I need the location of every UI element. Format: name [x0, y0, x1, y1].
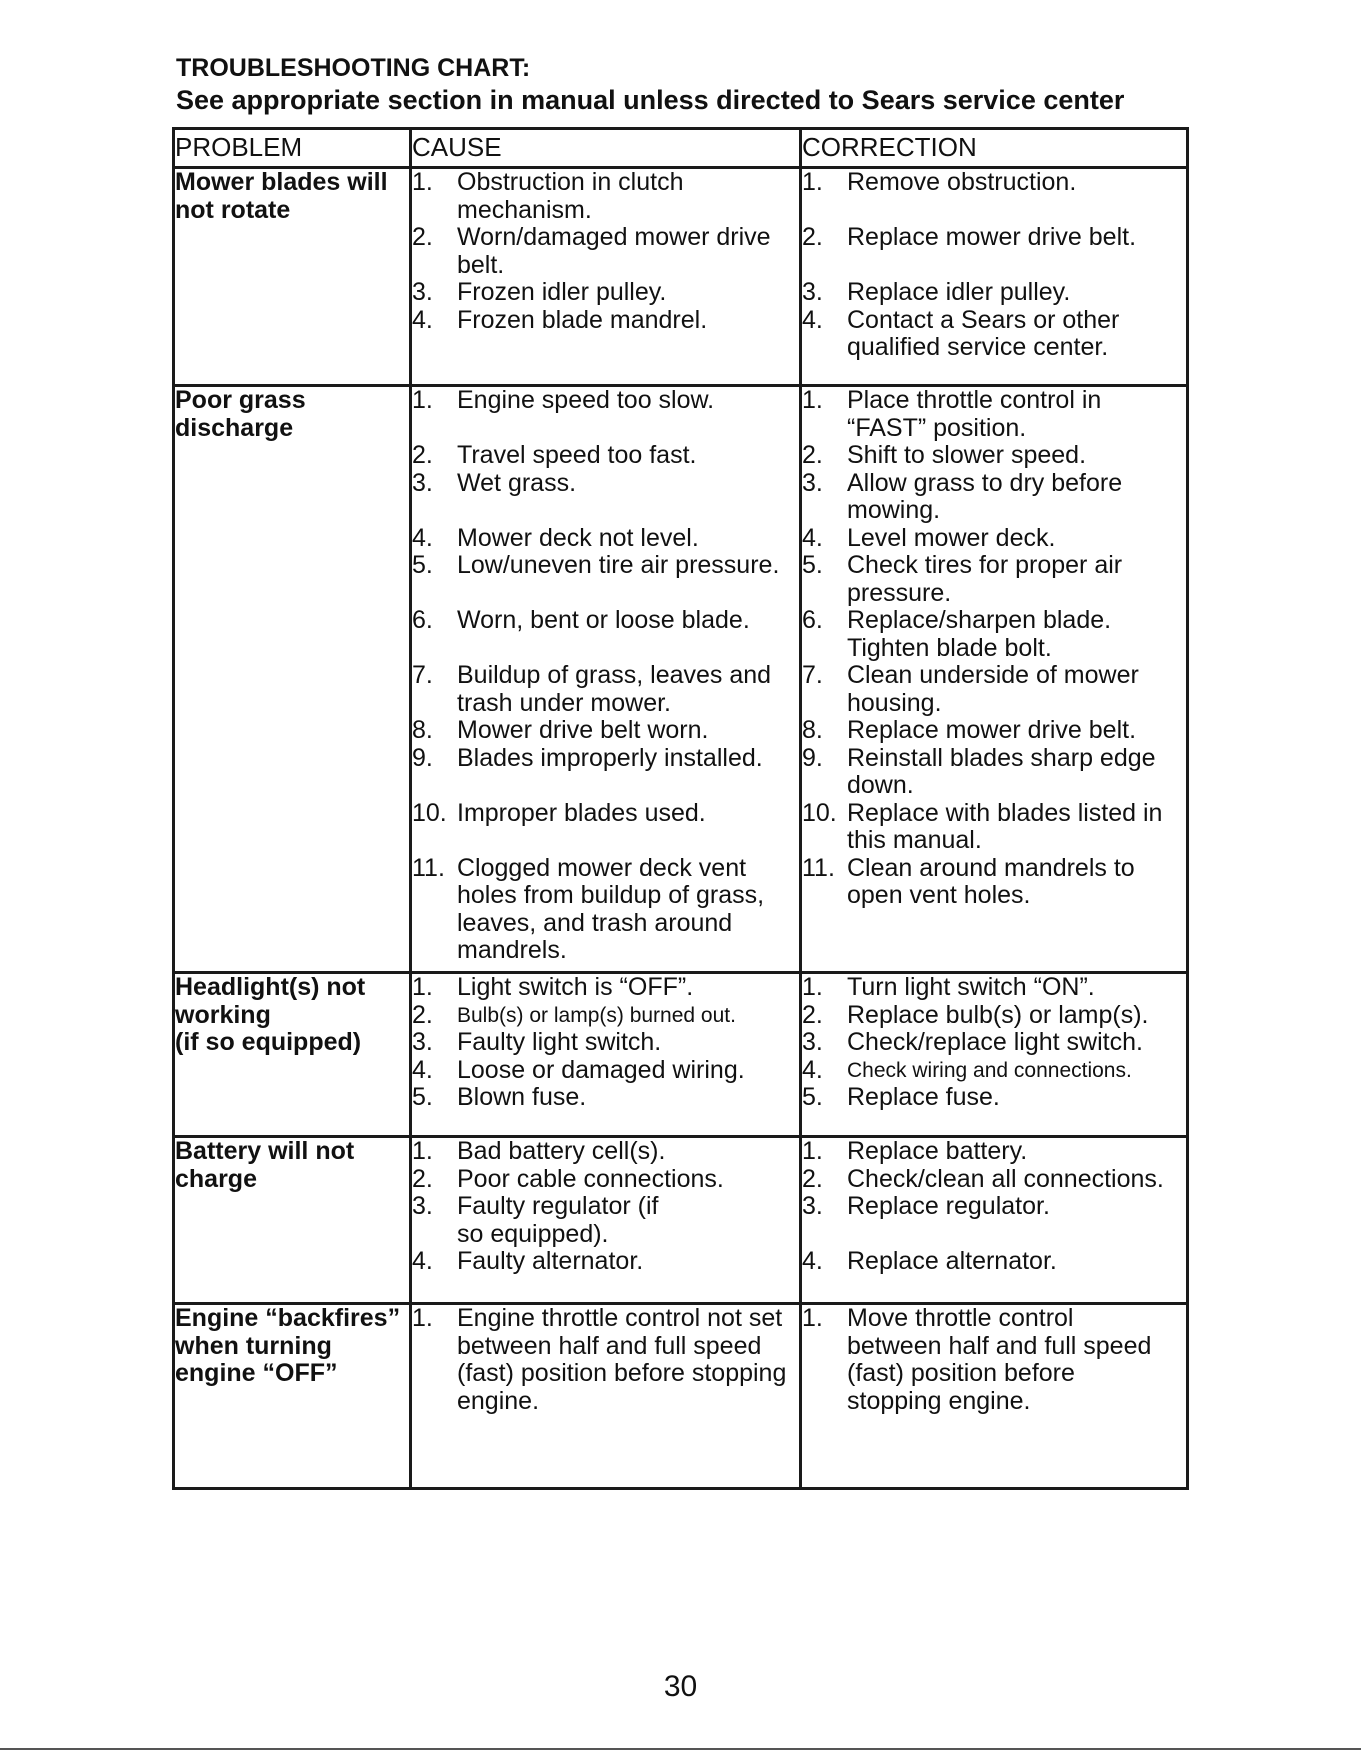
list-item [802, 1029, 1186, 1057]
item-text: Engine throttle control not set between half and full speed (fast) position before stopping engine. [457, 1304, 787, 1415]
table-row [174, 1304, 1188, 1489]
table-header-row [174, 129, 1188, 168]
item-text: Improper blades used. [457, 798, 706, 827]
item-number: 7. [412, 661, 433, 689]
item-number: 3. [802, 468, 823, 497]
item-text: Check tires for proper air pressure. [847, 551, 1123, 607]
chart-subtitle: See appropriate section in manual unless directed to Sears service center [176, 85, 1125, 115]
list-item [412, 1305, 799, 1415]
item-number: 4. [412, 1247, 433, 1275]
item-number: 3. [802, 1028, 823, 1056]
problem-cell [174, 386, 411, 973]
problem-text: (if so equipped) [175, 1028, 362, 1056]
item-number: 3. [412, 278, 433, 306]
table-row [174, 973, 1188, 1137]
list-item [412, 717, 799, 745]
problem-cell [174, 1137, 411, 1304]
problem-text: discharge [175, 413, 294, 442]
correction-column-header: CORRECTION [801, 129, 1188, 168]
item-text: Turn light switch “ON”. [847, 973, 1095, 1001]
list-item [412, 442, 799, 470]
item-number: 4. [802, 1055, 823, 1084]
item-text: Replace/sharpen blade. Tighten blade bolt. [847, 606, 1112, 662]
list-item [412, 1029, 799, 1057]
list-item [802, 279, 1186, 307]
list-item [802, 224, 1186, 252]
list-item [412, 855, 799, 965]
list-item [412, 662, 799, 717]
item-text: Move throttle control between half and full speed (fast) position before stopping engine. [847, 1304, 1152, 1415]
item-text: Replace alternator. [847, 1247, 1057, 1275]
item-number: 4. [412, 305, 433, 334]
item-number: 3. [802, 278, 823, 306]
item-text: Mower drive belt worn. [457, 716, 709, 744]
item-text: Replace idler pulley. [847, 278, 1071, 306]
item-number: 4. [802, 523, 823, 552]
correction-cell [801, 973, 1188, 1137]
item-number: 2. [802, 1164, 823, 1193]
list-item [412, 1084, 799, 1112]
list-item [412, 1002, 799, 1030]
list-item [412, 607, 799, 635]
item-number: 10. [412, 798, 447, 827]
list-item [802, 745, 1186, 800]
problem-text: Engine “backfires” [175, 1304, 401, 1332]
cause-cell [411, 973, 801, 1137]
list-item [802, 1057, 1186, 1085]
list-item [412, 307, 799, 335]
problem-text: not rotate [175, 195, 291, 224]
item-number: 1. [802, 168, 823, 196]
list-item [412, 974, 799, 1002]
item-text: Place throttle control in “FAST” position. [847, 386, 1102, 442]
list-item [802, 1248, 1186, 1276]
item-text: Replace fuse. [847, 1083, 1000, 1111]
item-number: 8. [802, 716, 823, 744]
problem-column-header: PROBLEM [174, 129, 411, 168]
list-item [802, 1138, 1186, 1166]
item-number: 4. [802, 305, 823, 334]
item-text: Loose or damaged wiring. [457, 1055, 745, 1084]
item-number: 7. [802, 661, 823, 689]
item-text: Faulty alternator. [457, 1247, 644, 1275]
item-number: 5. [802, 551, 823, 579]
item-text: Bad battery cell(s). [457, 1137, 666, 1165]
item-text: Frozen blade mandrel. [457, 305, 708, 334]
item-text: Check/clean all connections. [847, 1164, 1164, 1193]
list-item [412, 224, 799, 279]
item-text: Low/uneven tire air pressure. [457, 551, 780, 579]
list-item [412, 1138, 799, 1166]
item-text: Reinstall blades sharp edge down. [847, 743, 1156, 799]
problem-cell [174, 973, 411, 1137]
troubleshooting-table [172, 127, 1189, 1490]
item-number: 1. [412, 973, 433, 1001]
item-number: 4. [412, 1055, 433, 1084]
item-text: Replace mower drive belt. [847, 223, 1137, 251]
item-text: Faulty light switch. [457, 1028, 662, 1056]
item-number: 2. [412, 1164, 433, 1193]
item-number: 10. [802, 798, 837, 827]
item-number: 2. [412, 1000, 433, 1029]
item-number: 9. [802, 743, 823, 772]
item-text: Travel speed too fast. [457, 441, 697, 469]
item-text: Engine speed too slow. [457, 386, 715, 414]
list-item [412, 1248, 799, 1276]
item-number: 2. [412, 223, 433, 251]
list-item [802, 607, 1186, 662]
item-text: Poor cable connections. [457, 1164, 724, 1193]
item-text: Allow grass to dry before mowing. [847, 468, 1123, 524]
item-number: 3. [412, 1192, 433, 1220]
list-item [802, 169, 1186, 197]
item-number: 1. [412, 1304, 433, 1332]
list-item [412, 387, 799, 415]
list-item [412, 470, 799, 498]
list-item [802, 442, 1186, 470]
problem-cell [174, 168, 411, 386]
item-number: 1. [412, 1137, 433, 1165]
item-number: 3. [802, 1192, 823, 1220]
problem-text: engine “OFF” [175, 1359, 338, 1387]
table-row [174, 386, 1188, 973]
list-item [802, 1305, 1186, 1415]
problem-text: Poor grass [175, 386, 306, 414]
item-text: Level mower deck. [847, 523, 1056, 552]
item-number: 8. [412, 716, 433, 744]
item-number: 2. [802, 441, 823, 469]
item-number: 6. [412, 606, 433, 634]
list-item [412, 1166, 799, 1194]
item-number: 5. [802, 1083, 823, 1111]
list-item [802, 974, 1186, 1002]
list-item [802, 1166, 1186, 1194]
item-text: Worn, bent or loose blade. [457, 606, 750, 634]
item-number: 5. [412, 551, 433, 579]
item-number: 4. [412, 523, 433, 552]
problem-text: working [175, 1000, 271, 1029]
item-number: 11. [802, 853, 835, 882]
problem-text: charge [175, 1164, 257, 1193]
list-item [412, 1193, 799, 1248]
item-number: 11. [412, 853, 445, 882]
list-item [802, 525, 1186, 553]
item-text: Shift to slower speed. [847, 441, 1087, 469]
item-text: Clean underside of mower housing. [847, 661, 1139, 717]
item-number: 2. [802, 1000, 823, 1029]
list-item [412, 552, 799, 580]
correction-cell [801, 168, 1188, 386]
item-text: Replace with blades listed in this manual. [847, 798, 1163, 854]
table-row [174, 1137, 1188, 1304]
list-item [802, 307, 1186, 362]
list-item [412, 800, 799, 828]
problem-text: Headlight(s) not [175, 973, 366, 1001]
item-text: Worn/damaged mower drive belt. [457, 223, 771, 279]
list-item [802, 1084, 1186, 1112]
list-item [802, 662, 1186, 717]
item-text: Check wiring and connections. [847, 1058, 1132, 1082]
item-number: 4. [802, 1247, 823, 1275]
cause-column-header: CAUSE [411, 129, 801, 168]
problem-text: when turning [175, 1331, 332, 1360]
item-number: 1. [412, 386, 433, 414]
cause-cell [411, 1304, 801, 1489]
list-item [802, 717, 1186, 745]
item-number: 1. [802, 1137, 823, 1165]
cause-cell [411, 386, 801, 973]
table-row [174, 168, 1188, 386]
item-number: 2. [802, 223, 823, 251]
list-item [412, 745, 799, 773]
list-item [802, 1193, 1186, 1221]
cause-cell [411, 168, 801, 386]
item-number: 9. [412, 743, 433, 772]
item-text: Bulb(s) or lamp(s) burned out. [457, 1003, 736, 1027]
item-number: 3. [412, 468, 433, 497]
item-text: Replace mower drive belt. [847, 716, 1137, 744]
item-text: Contact a Sears or other qualified service center. [847, 305, 1120, 361]
item-text: Clogged mower deck vent holes from buildup of grass, leaves, and trash around mandrels. [457, 853, 765, 964]
chart-title: TROUBLESHOOTING CHART: [176, 54, 531, 82]
correction-cell [801, 1304, 1188, 1489]
item-text: Mower deck not level. [457, 523, 699, 552]
item-number: 1. [802, 973, 823, 1001]
item-number: 2. [412, 441, 433, 469]
item-text: Replace battery. [847, 1137, 1028, 1165]
problem-text: Mower blades will [175, 168, 388, 196]
item-number: 3. [412, 1028, 433, 1056]
problem-cell [174, 1304, 411, 1489]
problem-text: Battery will not [175, 1137, 355, 1165]
item-text: Wet grass. [457, 468, 577, 497]
correction-cell [801, 386, 1188, 973]
list-item [802, 800, 1186, 855]
item-text: Clean around mandrels to open vent holes. [847, 853, 1135, 909]
item-text: Replace bulb(s) or lamp(s). [847, 1000, 1149, 1029]
item-text: Frozen idler pulley. [457, 278, 667, 306]
item-number: 5. [412, 1083, 433, 1111]
item-text: Faulty regulator (if so equipped). [457, 1192, 659, 1248]
list-item [802, 552, 1186, 607]
list-item [802, 855, 1186, 910]
item-text: Blown fuse. [457, 1083, 587, 1111]
list-item [802, 1002, 1186, 1030]
list-item [802, 387, 1186, 442]
correction-cell [801, 1137, 1188, 1304]
item-number: 1. [802, 386, 823, 414]
list-item [412, 279, 799, 307]
item-number: 6. [802, 606, 823, 634]
item-text: Check/replace light switch. [847, 1028, 1143, 1056]
item-text: Remove obstruction. [847, 168, 1077, 196]
list-item [412, 1057, 799, 1085]
list-item [412, 525, 799, 553]
list-item [802, 470, 1186, 525]
list-item [412, 169, 799, 224]
item-text: Replace regulator. [847, 1192, 1050, 1220]
item-text: Obstruction in clutch mechanism. [457, 168, 684, 224]
item-number: 1. [412, 168, 433, 196]
item-text: Buildup of grass, leaves and trash under mower. [457, 661, 772, 717]
item-text: Light switch is “OFF”. [457, 973, 694, 1001]
bottom-divider [0, 1748, 1361, 1750]
item-text: Blades improperly installed. [457, 743, 763, 772]
page-number: 30 [663, 1670, 698, 1703]
item-number: 1. [802, 1304, 823, 1332]
cause-cell [411, 1137, 801, 1304]
